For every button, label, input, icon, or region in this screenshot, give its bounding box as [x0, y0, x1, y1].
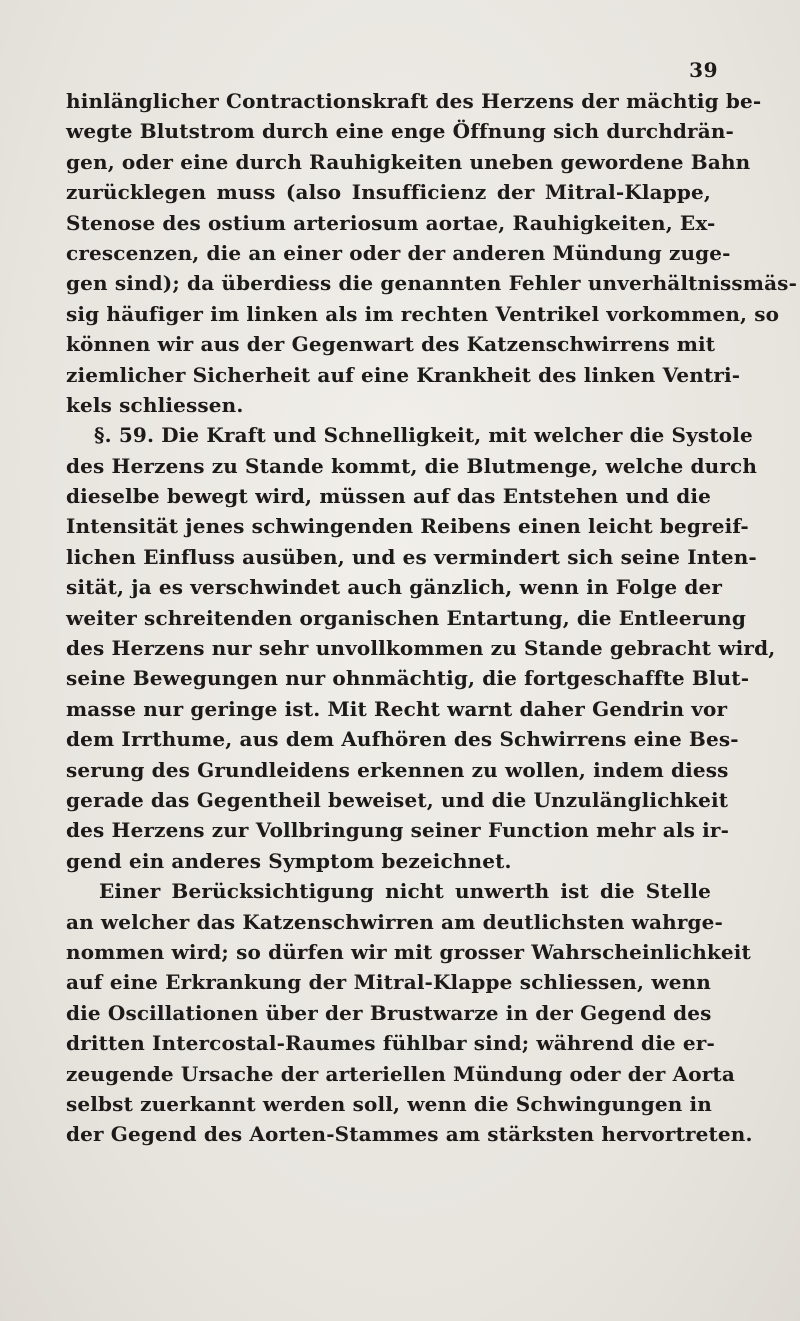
- text-line: gen, oder eine durch Rauhigkeiten uneben gewordene Bahn: [66, 149, 751, 174]
- text-line: die Oscillationen über der Brustwarze in der Gegend des: [66, 1000, 712, 1025]
- section-heading-line: §. 59. Die Kraft und Schnelligkeit, mit welcher die Systole: [94, 423, 753, 448]
- text-line: gen sind); da überdiess die genannten Fehler unverhältnissmäs-: [66, 271, 798, 296]
- text-line: Intensität jenes schwingenden Reibens einen leicht begreif-: [66, 514, 749, 539]
- text-line: dem Irrthume, aus dem Aufhören des Schwirrens eine Bes-: [66, 727, 739, 752]
- page-number: 39: [689, 58, 718, 82]
- text-line: lichen Einfluss ausüben, und es vermindert sich seine Inten-: [66, 544, 757, 569]
- text-line: wegte Blutstrom durch eine enge Öffnung sich durchdrän-: [66, 119, 734, 144]
- text-line: zeugende Ursache der arteriellen Mündung oder der Aorta: [66, 1061, 735, 1086]
- text-line: hinlänglicher Contractionskraft des Herzens der mächtig be-: [66, 89, 762, 113]
- text-line: weiter schreitenden organischen Entartung, die Entleerung: [66, 605, 746, 630]
- text-line: nommen wird; so dürfen wir mit grosser Wahrscheinlichkeit: [66, 939, 751, 964]
- text-line: gerade das Gegentheil beweiset, und die Unzulänglichkeit: [66, 787, 729, 812]
- paragraph-start-line: Einer Berücksichtigung nicht unwerth ist die Stelle: [99, 879, 711, 904]
- text-line: seine Bewegungen nur ohnmächtig, die fortgeschaffte Blut-: [66, 666, 750, 691]
- text-line: sität, ja es verschwindet auch gänzlich, wenn in Folge der: [66, 575, 723, 600]
- paragraph-end-line: kels schliessen.: [66, 392, 244, 417]
- text-line: dritten Intercostal-Raumes fühlbar sind; während die er-: [66, 1031, 715, 1056]
- text-line: ziemlicher Sicherheit auf eine Krankheit des linken Ventri-: [66, 362, 741, 387]
- text-line: selbst zuerkannt werden soll, wenn die Schwingungen in: [66, 1091, 712, 1116]
- text-line: auf eine Erkrankung der Mitral-Klappe schliessen, wenn: [66, 970, 711, 995]
- text-line: Stenose des ostium arteriosum aortae, Rauhigkeiten, Ex-: [66, 210, 716, 235]
- text-line: des Herzens zu Stande kommt, die Blutmenge, welche durch: [66, 453, 758, 478]
- text-line: des Herzens nur sehr unvollkommen zu Stande gebracht wird,: [66, 636, 776, 661]
- text-line: können wir aus der Gegenwart des Katzenschwirrens mit: [66, 332, 716, 357]
- text-line: zurücklegen muss (also Insufficienz der Mitral-Klappe,: [66, 180, 711, 205]
- paragraph-end-line: der Gegend des Aorten-Stammes am stärksten hervortreten.: [66, 1122, 753, 1147]
- text-line: crescenzen, die an einer oder der anderen Mündung zuge-: [66, 240, 731, 265]
- text-line: serung des Grundleidens erkennen zu wollen, indem diess: [66, 757, 729, 782]
- text-line: dieselbe bewegt wird, müssen auf das Entstehen und die: [66, 484, 711, 509]
- text-line: des Herzens zur Vollbringung seiner Function mehr als ir-: [66, 818, 730, 843]
- text-line: sig häufiger im linken als im rechten Ventrikel vorkommen, so: [66, 301, 780, 326]
- body-text: [66, 86, 798, 1150]
- text-line: masse nur geringe ist. Mit Recht warnt daher Gendrin vor: [66, 696, 728, 721]
- paragraph-end-line: gend ein anderes Symptom bezeichnet.: [66, 848, 512, 873]
- text-line: an welcher das Katzenschwirren am deutlichsten wahrge-: [66, 909, 723, 934]
